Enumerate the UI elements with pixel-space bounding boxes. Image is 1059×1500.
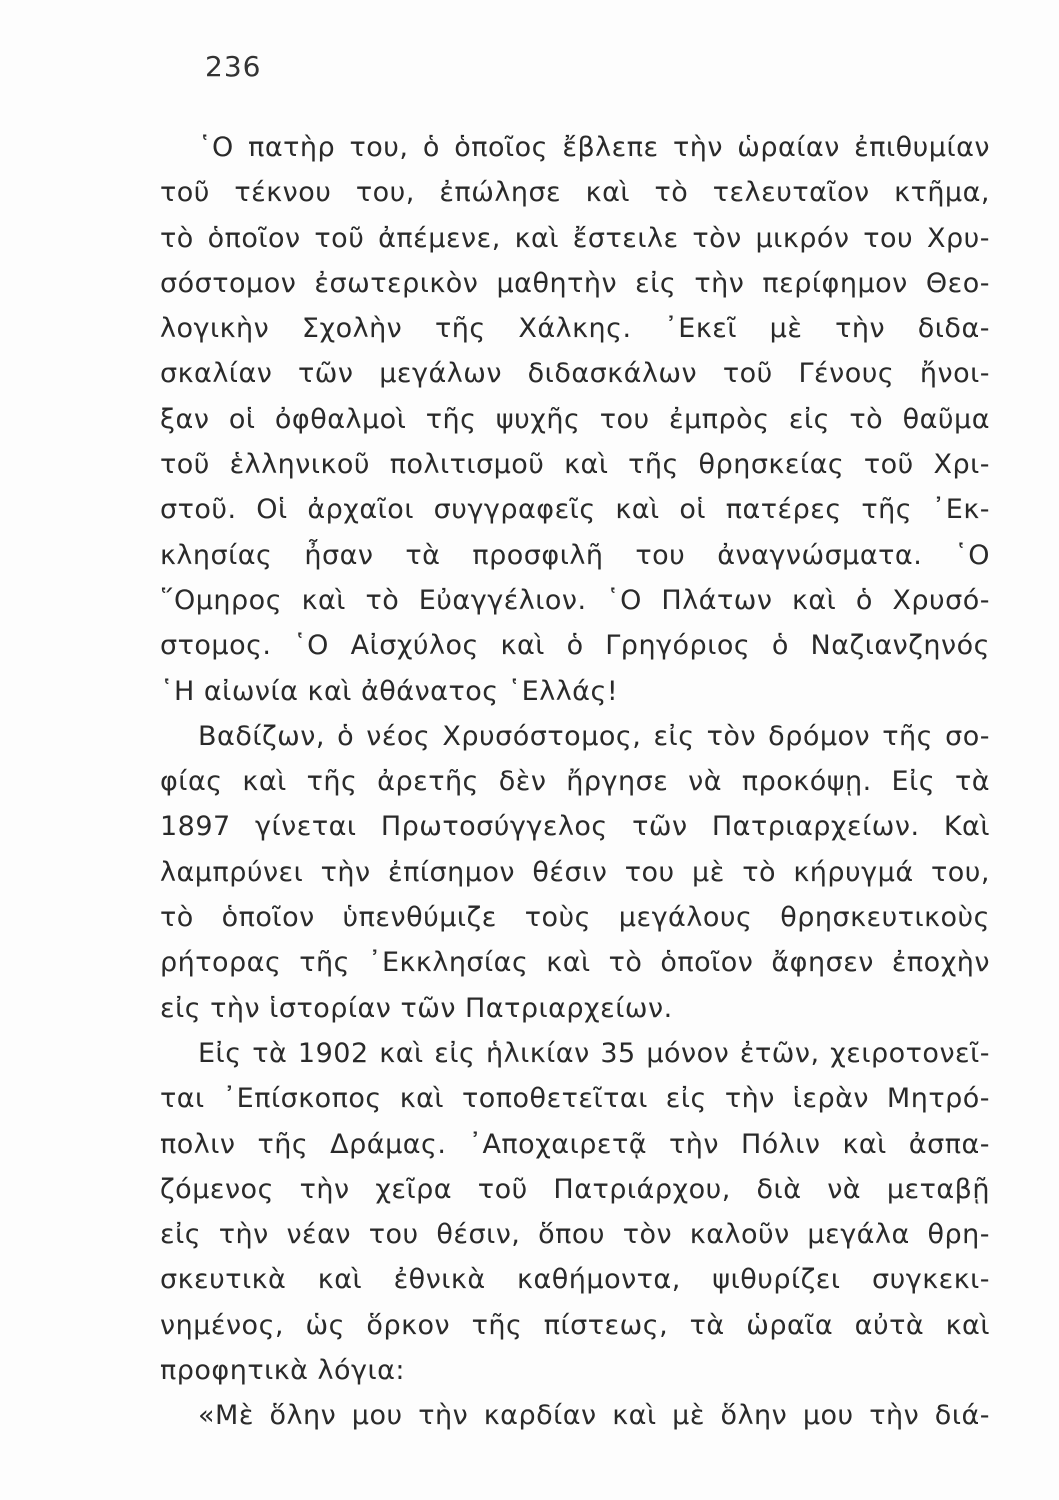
text-line: τὸ ὁποῖον ὑπενθύμιζε τοὺς μεγάλους θρησκευτικοὺς	[160, 902, 990, 934]
text-line: λογικὴν Σχολὴν τῆς Χάλκης. ᾿Εκεῖ μὲ τὴν διδα-	[160, 313, 990, 345]
text-line: προφητικὰ λόγια:	[160, 1355, 406, 1387]
text-line: λαμπρύνει τὴν ἐπίσημον θέσιν του μὲ τὸ κήρυγμά του,	[160, 856, 990, 888]
text-line: εἰς τὴν ἱστορίαν τῶν Πατριαρχείων.	[160, 992, 673, 1024]
text-line: φίας καὶ τῆς ἀρετῆς δὲν ἤργησε νὰ προκόψῃ. Εἰς τὰ	[160, 766, 990, 798]
text-line: σόστομον ἐσωτερικὸν μαθητὴν εἰς τὴν περίφημον Θεο-	[160, 267, 990, 299]
text-line: σκαλίαν τῶν μεγάλων διδασκάλων τοῦ Γένους ἤνοι-	[160, 358, 990, 390]
text-line: ρήτορας τῆς ᾿Εκκλησίας καὶ τὸ ὁποῖον ἄφησεν ἐποχὴν	[160, 947, 990, 979]
text-line: ξαν οἱ ὀφθαλμοὶ τῆς ψυχῆς του ἐμπρὸς εἰς τὸ θαῦμα	[160, 403, 990, 435]
text-line: πολιν τῆς Δράμας. ᾿Αποχαιρετᾷ τὴν Πόλιν καὶ ἀσπα-	[160, 1128, 990, 1160]
text-line: κλησίας ἦσαν τὰ προσφιλῆ του ἀναγνώσματα. ῾Ο	[160, 539, 990, 571]
text-line: ῾Ο πατὴρ του, ὁ ὁποῖος ἔβλεπε τὴν ὡραίαν ἐπιθυμίαν	[198, 132, 990, 163]
text-line: εἰς τὴν νέαν του θέσιν, ὅπου τὸν καλοῦν μεγάλα θρη-	[160, 1219, 990, 1251]
text-line: τοῦ τέκνου του, ἐπώλησε καὶ τὸ τελευταῖον κτῆμα,	[160, 177, 990, 209]
text-line: στοῦ. Οἱ ἀρχαῖοι συγγραφεῖς καὶ οἱ πατέρες τῆς ᾿Εκ-	[160, 494, 990, 526]
page-number: 236	[205, 50, 262, 83]
text-line: 1897 γίνεται Πρωτοσύγγελος τῶν Πατριαρχείων. Καὶ	[160, 811, 990, 843]
text-line: «Μὲ ὅλην μου τὴν καρδίαν καὶ μὲ ὅλην μου τὴν διά-	[198, 1400, 990, 1432]
text-line: ῾Η αἰωνία καὶ ἀθάνατος ῾Ελλάς!	[160, 675, 619, 707]
text-line: τὸ ὁποῖον τοῦ ἀπέμενε, καὶ ἔστειλε τὸν μικρόν του Χρυ-	[160, 222, 990, 254]
text-line: νημένος, ὡς ὅρκον τῆς πίστεως, τὰ ὡραῖα αὐτὰ καὶ	[160, 1309, 990, 1341]
text-line: ται ᾿Επίσκοπος καὶ τοποθετεῖται εἰς τὴν ἱερὰν Μητρό-	[160, 1083, 990, 1115]
text-line: Εἰς τὰ 1902 καὶ εἰς ἡλικίαν 35 μόνον ἐτῶν, χειροτονεῖ-	[198, 1037, 990, 1069]
text-line: ῞Ομηρος καὶ τὸ Εὐαγγέλιον. ῾Ο Πλάτων καὶ ὁ Χρυσό-	[160, 584, 990, 616]
text-line: Βαδίζων, ὁ νέος Χρυσόστομος, εἰς τὸν δρόμον τῆς σο-	[198, 720, 990, 752]
text-line: σκευτικὰ καὶ ἐθνικὰ καθήμοντα, ψιθυρίζει συγκεκι-	[160, 1264, 990, 1296]
text-line: τοῦ ἑλληνικοῦ πολιτισμοῦ καὶ τῆς θρησκείας τοῦ Χρι-	[160, 449, 990, 481]
text-line: ζόμενος τὴν χεῖρα τοῦ Πατριάρχου, διὰ νὰ μεταβῇ	[160, 1173, 990, 1205]
body-text	[160, 125, 990, 1439]
text-line: στομος. ῾Ο Αἰσχύλος καὶ ὁ Γρηγόριος ὁ Ναζιανζηνός	[160, 630, 990, 662]
